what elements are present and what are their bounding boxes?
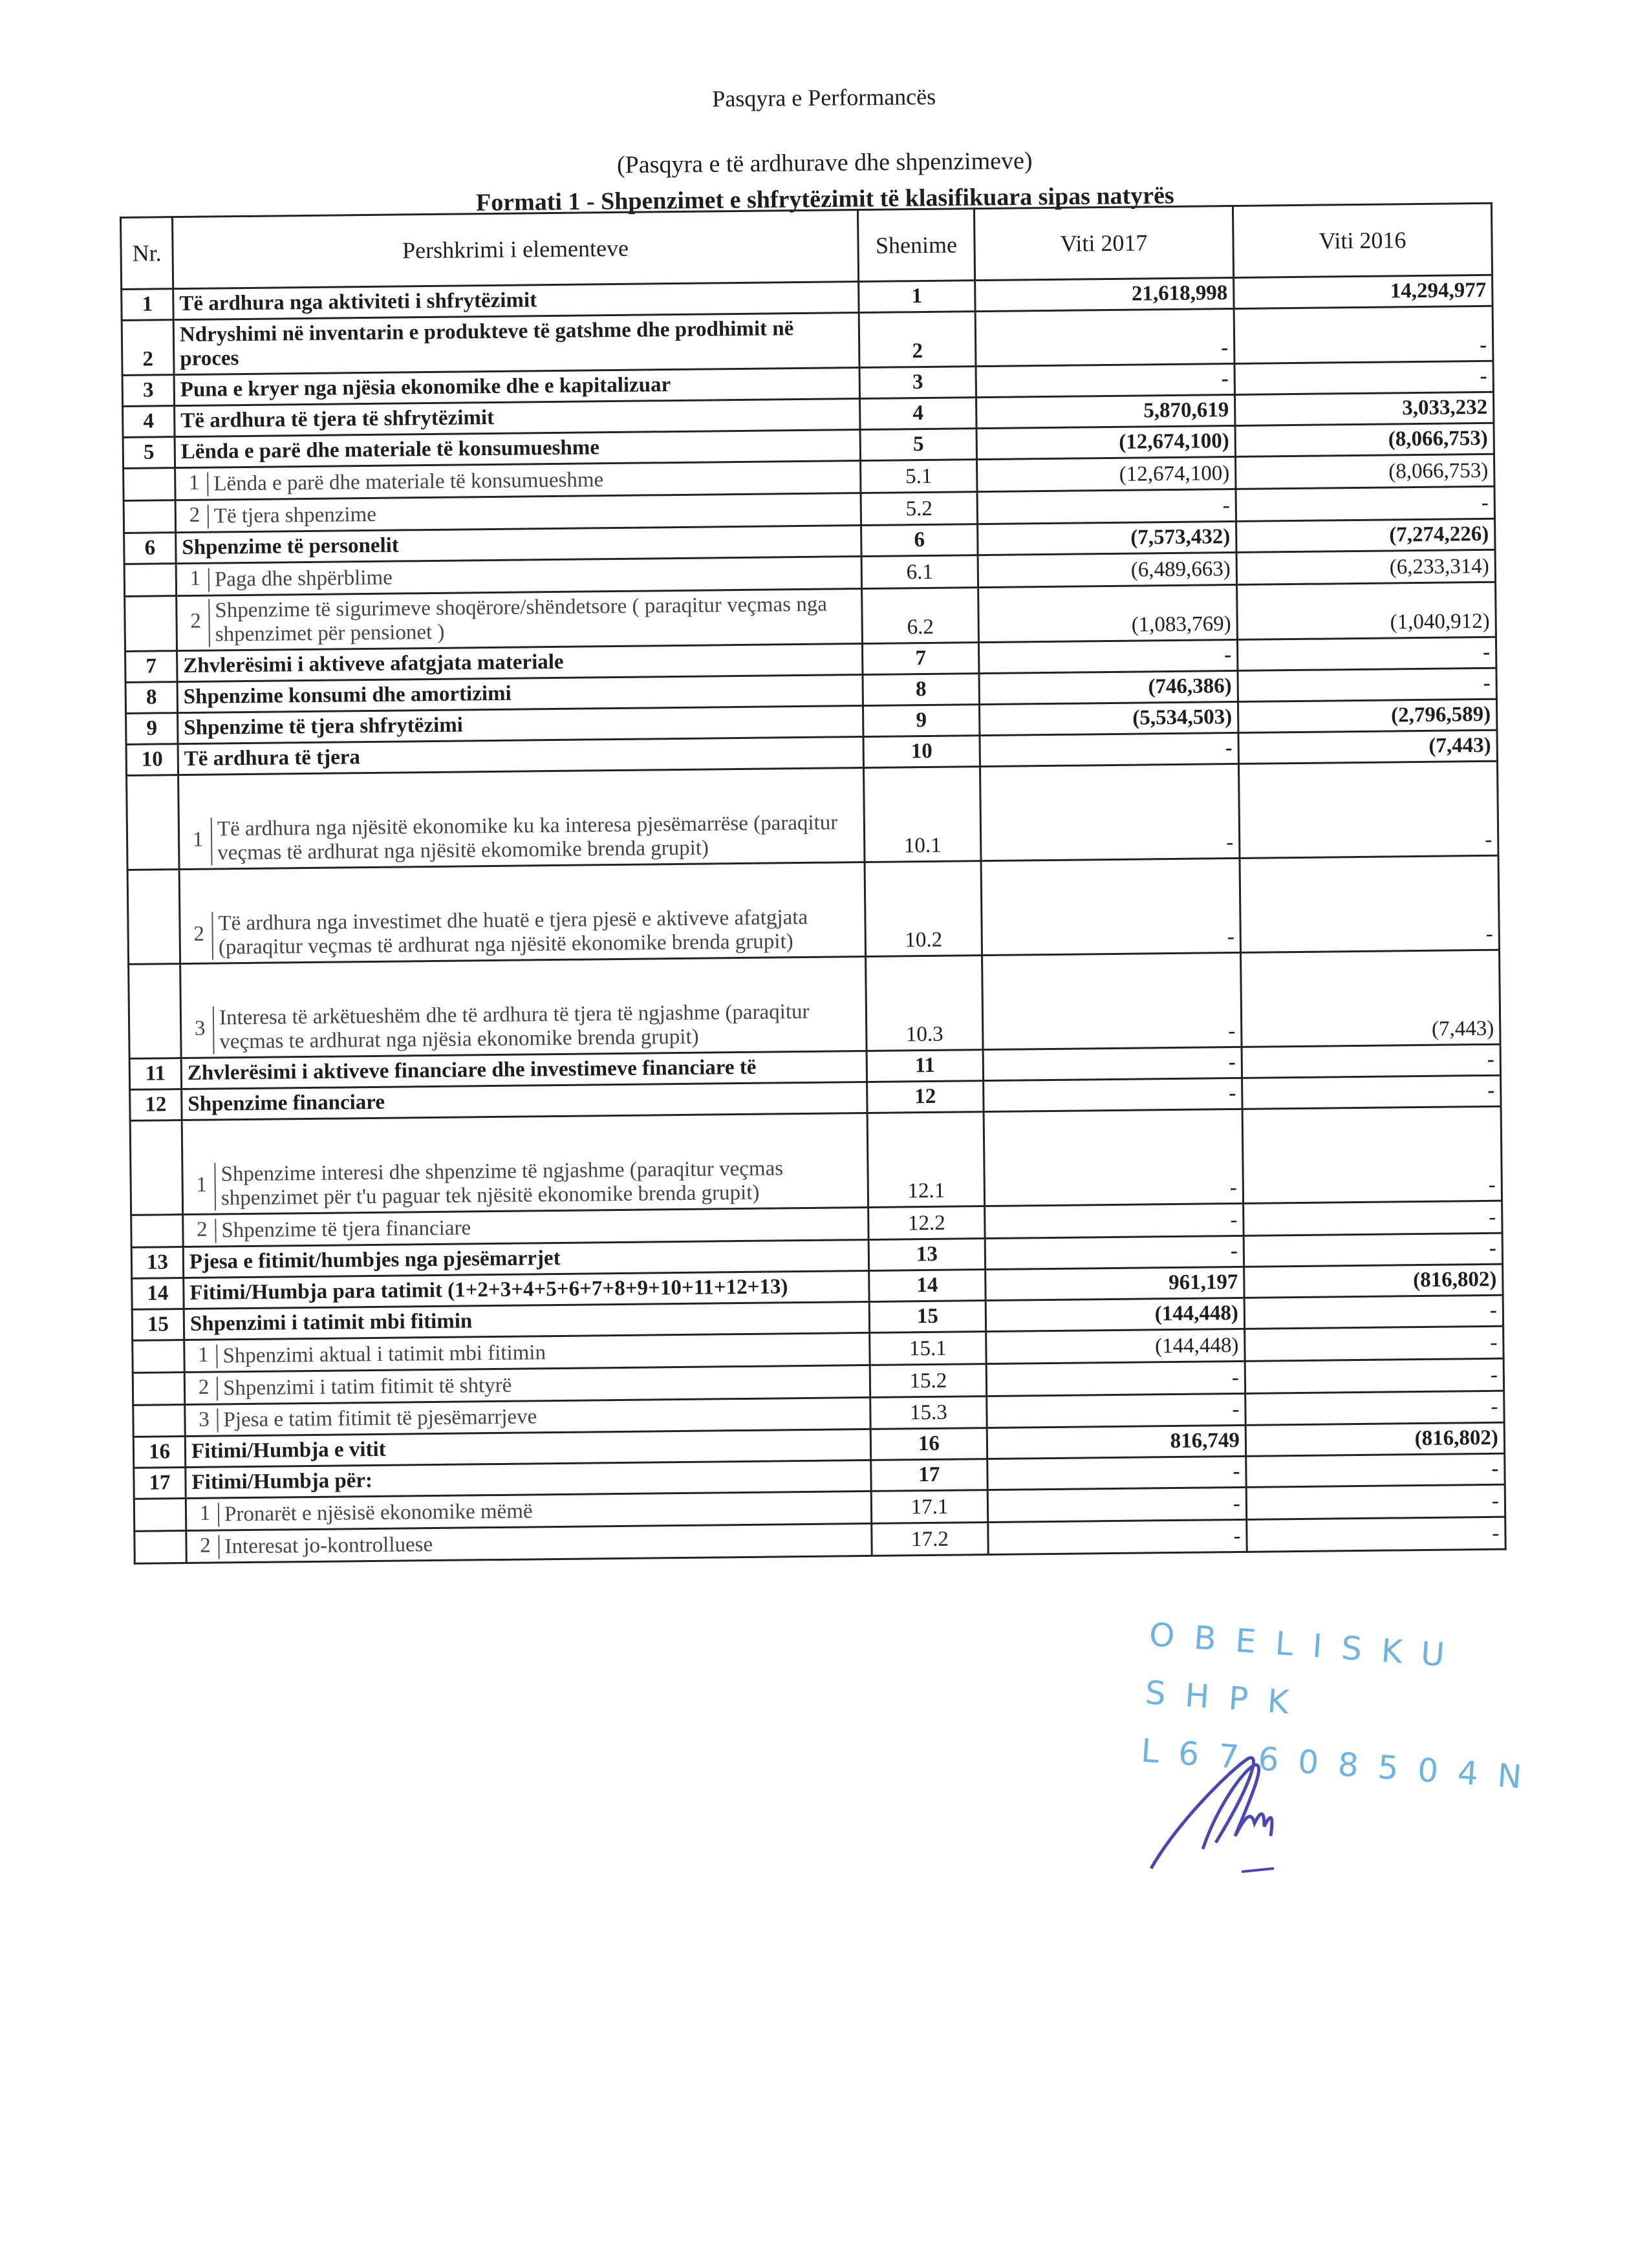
table-row — [130, 1106, 1502, 1215]
value-2017: - — [984, 1078, 1242, 1111]
row-note: 17.1 — [871, 1490, 988, 1524]
header-year-2017: Viti 2017 — [974, 206, 1233, 280]
value-2017: - — [982, 952, 1242, 1049]
value-2016: - — [1238, 761, 1498, 858]
value-2016: - — [1244, 1201, 1503, 1236]
sub-item-number: 2 — [196, 1217, 208, 1241]
row-description: Fitimi/Humbja për: — [186, 1460, 871, 1499]
row-note: 7 — [862, 642, 978, 674]
row-note: 15.2 — [870, 1364, 987, 1397]
value-2016: - — [1234, 306, 1493, 363]
sub-item-description: Interesa të arkëtueshëm dhe të ardhura të tjera të ngjashme (paraqitur veçmas te ardhurat nga njësia ekonomike brenda grupit) — [213, 1000, 854, 1054]
value-2017: (7,573,432) — [978, 521, 1236, 555]
value-2017: - — [977, 489, 1236, 524]
row-note: 5.2 — [861, 492, 978, 526]
row-description: Shpenzime të personelit — [176, 525, 861, 563]
sub-item-description: Shpenzime të sigurimeve shoqërore/shëndetsore ( paraqitur veçmas nga shpenzimet për pensionet ) — [208, 592, 850, 647]
row-number: 13 — [131, 1246, 183, 1278]
row-number: 11 — [129, 1058, 181, 1089]
row-note: 5.1 — [861, 460, 978, 493]
row-description: Shpenzime të tjera shfrytëzimi — [178, 705, 863, 744]
sub-item-description: Pjesa e tatim fitimit të pjesëmarrjeve — [217, 1402, 857, 1433]
row-number — [129, 963, 182, 1058]
row-note: 10.2 — [865, 861, 982, 956]
value-2017: (6,489,663) — [978, 552, 1237, 587]
sub-item-description: Shpenzime të tjera financiare — [215, 1212, 856, 1243]
value-2016: 3,033,232 — [1234, 392, 1493, 425]
value-2017: - — [985, 1203, 1244, 1238]
row-description: Fitimi/Humbja para tatimit (1+2+3+4+5+6+7+8+9+10+11+12+13) — [184, 1270, 869, 1309]
header-year-2016: Viti 2016 — [1233, 203, 1492, 277]
sub-item-description: Të ardhura nga investimet dhe huatë e tjera pjesë e aktiveve afatgjata (paraqitur veçmas të ardhurat nga njësitë ekonomike brenda grupit) — [211, 905, 853, 959]
sub-item-number: 1 — [188, 471, 200, 495]
value-2016: - — [1245, 1326, 1504, 1361]
sub-item-description: Të tjera shpenzime — [208, 498, 848, 528]
row-number: 1 — [122, 289, 173, 321]
value-2016: - — [1234, 361, 1493, 394]
row-note: 13 — [868, 1238, 985, 1270]
row-note: 10.3 — [866, 955, 984, 1051]
row-number — [124, 563, 177, 596]
row-number — [127, 775, 180, 870]
document-subtitle: (Pasqyra e të ardhurave dhe shpenzimeve) — [616, 147, 1033, 179]
row-note: 10.1 — [863, 766, 981, 862]
row-number: 5 — [123, 437, 175, 469]
row-note: 6 — [861, 524, 978, 556]
document-title: Pasqyra e Performancës — [712, 83, 936, 112]
row-description: Pjesa e fitimit/humbjes nga pjesëmarrjet — [183, 1239, 868, 1278]
sub-item-description: Shpenzime interesi dhe shpenzime të ngjashme (paraqitur veçmas shpenzimet për t'u paguar tek njësitë ekonomike brenda grupit) — [214, 1156, 856, 1210]
row-number — [124, 500, 176, 533]
row-description: Zhvlerësimi i aktiveve afatgjata materiale — [177, 643, 863, 681]
row-number — [127, 869, 180, 964]
value-2016: - — [1246, 1454, 1505, 1488]
row-number: 6 — [124, 532, 176, 564]
value-2016: - — [1238, 668, 1496, 701]
sub-item-number: 1 — [199, 1502, 211, 1526]
row-note: 10 — [863, 735, 980, 767]
header-notes: Shenime — [857, 209, 975, 282]
row-number: 15 — [132, 1309, 184, 1340]
row-description — [177, 588, 863, 650]
value-2017: - — [976, 363, 1234, 397]
row-description — [180, 956, 867, 1058]
value-2016: - — [1242, 1106, 1502, 1203]
row-number: 2 — [122, 320, 174, 376]
signature — [1138, 1746, 1306, 1875]
row-note: 1 — [859, 281, 975, 313]
sub-item-description: Të ardhura nga njësitë ekonomike ku ka interesa pjesëmarrëse (paraqitur veçmas të ardhurat nga njësitë ekomomike brenda grupit) — [211, 811, 852, 865]
sub-item-number: 2 — [200, 1534, 211, 1558]
row-note: 2 — [859, 312, 976, 368]
value-2017: - — [987, 1457, 1246, 1490]
value-2016: (2,796,589) — [1238, 699, 1496, 733]
row-description: Shpenzime financiare — [182, 1082, 867, 1120]
sub-item-description: Paga dhe shpërblime — [208, 561, 849, 592]
row-description: Të ardhura të tjera të shfrytëzimit — [175, 399, 860, 437]
sub-item-number: 2 — [189, 503, 200, 527]
value-2016: - — [1245, 1358, 1504, 1393]
row-note: 11 — [867, 1049, 983, 1082]
row-note: 3 — [859, 367, 976, 399]
value-2017: - — [988, 1520, 1247, 1555]
sub-item-number: 3 — [194, 1017, 206, 1041]
value-2017: - — [980, 733, 1238, 766]
row-description — [178, 767, 865, 869]
row-number: 7 — [125, 650, 177, 682]
row-description: Puna e kryer nga njësia ekonomike dhe e kapitalizuar — [174, 368, 859, 406]
value-2017: 21,618,998 — [975, 277, 1234, 311]
row-note: 16 — [870, 1428, 987, 1460]
table-row — [127, 855, 1499, 964]
sub-item-number: 1 — [196, 1173, 208, 1197]
row-number: 8 — [125, 681, 177, 713]
row-number: 9 — [126, 712, 178, 744]
stamp-id-number: L67608504N — [1139, 1731, 1542, 1797]
table-row — [129, 950, 1500, 1058]
row-number — [125, 595, 177, 651]
sub-item-description: Lënda e parë dhe materiale të konsumueshme — [207, 465, 848, 496]
row-description — [179, 862, 865, 963]
row-note: 8 — [863, 673, 979, 705]
row-number: 3 — [122, 375, 174, 407]
value-2017: - — [984, 1109, 1244, 1206]
value-2016: - — [1242, 1075, 1501, 1109]
row-note: 5 — [860, 429, 976, 461]
row-description: Shpenzime konsumi dhe amortizimi — [177, 674, 863, 712]
value-2016: - — [1244, 1233, 1502, 1267]
row-note: 6.2 — [862, 587, 979, 643]
value-2016: (7,443) — [1238, 730, 1497, 764]
row-note: 4 — [860, 398, 976, 430]
sub-item-number: 3 — [199, 1407, 210, 1431]
row-number — [124, 468, 176, 501]
value-2017: - — [986, 1361, 1245, 1396]
value-2016: (7,443) — [1241, 950, 1501, 1047]
value-2016: - — [1240, 855, 1500, 952]
value-2016: (6,233,314) — [1236, 550, 1496, 584]
value-2017: (12,674,100) — [977, 456, 1236, 491]
header-nr: Nr. — [121, 217, 173, 290]
row-note: 12 — [867, 1080, 984, 1113]
value-2017: - — [987, 1488, 1247, 1523]
row-description — [182, 1113, 868, 1214]
row-note: 15.1 — [870, 1331, 987, 1365]
row-note: 12.1 — [867, 1111, 985, 1207]
value-2016: - — [1244, 1295, 1503, 1329]
sub-item-description: Interesat jo-kontrolluese — [218, 1528, 859, 1559]
sub-item-number: 2 — [198, 1375, 210, 1399]
value-2017: - — [978, 639, 1237, 673]
value-2016: - — [1242, 1044, 1500, 1078]
value-2016: (7,274,226) — [1236, 519, 1495, 552]
row-description: Ndryshimi në inventarin e produkteve të gatshme dhe prodhimit në proces — [173, 313, 859, 375]
row-number — [130, 1120, 183, 1215]
value-2017: (12,674,100) — [976, 425, 1235, 459]
row-note: 12.2 — [868, 1206, 986, 1239]
row-note: 14 — [869, 1269, 986, 1301]
value-2017: (144,448) — [986, 1298, 1244, 1331]
row-description: Të ardhura nga aktiviteti i shfrytëzimit — [173, 282, 859, 320]
row-note: 15.3 — [870, 1396, 987, 1429]
stamp-company-name: OBELISKU SHPK — [1143, 1616, 1465, 1723]
table-row — [127, 761, 1498, 870]
row-number: 10 — [126, 744, 178, 775]
value-2017: - — [981, 858, 1241, 955]
value-2017: (5,534,503) — [979, 701, 1238, 735]
document-titles — [0, 69, 1649, 222]
row-description: Lënda e parë dhe materiale të konsumueshme — [175, 430, 860, 468]
performance-table — [120, 202, 1505, 1565]
sub-item-number: 2 — [190, 610, 202, 634]
value-2016: 14,294,977 — [1234, 275, 1493, 308]
value-2016: - — [1237, 637, 1496, 670]
value-2016: (816,802) — [1245, 1423, 1504, 1457]
value-2017: (144,448) — [986, 1329, 1245, 1364]
sub-item-number: 2 — [193, 923, 205, 947]
sub-item-number: 1 — [198, 1343, 209, 1367]
value-2017: - — [983, 1047, 1242, 1080]
value-2017: 5,870,619 — [976, 394, 1235, 428]
value-2016: (1,040,912) — [1237, 582, 1496, 639]
row-description: Shpenzimi i tatimit mbi fitimin — [184, 1301, 869, 1340]
row-description: Të ardhura të tjera — [178, 736, 863, 775]
value-2017: - — [985, 1236, 1244, 1269]
value-2016: (8,066,753) — [1235, 454, 1494, 489]
row-note: 17.2 — [872, 1523, 989, 1556]
value-2017: - — [975, 308, 1234, 366]
value-2017: 816,749 — [987, 1426, 1245, 1459]
table-header — [121, 203, 1493, 289]
value-2016: - — [1247, 1517, 1506, 1552]
row-number — [131, 1214, 184, 1247]
header-description: Pershkrimi i elementeve — [173, 210, 859, 289]
row-number: 14 — [132, 1278, 184, 1309]
value-2017: (746,386) — [979, 670, 1238, 704]
value-2016: - — [1236, 486, 1495, 521]
row-number: 12 — [130, 1089, 182, 1120]
row-number — [134, 1499, 186, 1532]
sub-item-description: Shpenzimi aktual i tatimit mbi fitimin — [216, 1338, 857, 1368]
row-number — [133, 1372, 185, 1405]
value-2017: - — [980, 764, 1240, 861]
value-2016: (816,802) — [1244, 1264, 1503, 1298]
value-2016: - — [1245, 1391, 1505, 1426]
value-2017: 961,197 — [986, 1267, 1244, 1300]
value-2017: (1,083,769) — [978, 584, 1238, 642]
row-number — [133, 1340, 185, 1373]
row-number — [133, 1404, 186, 1437]
value-2017: - — [987, 1393, 1246, 1428]
value-2016: - — [1246, 1485, 1505, 1520]
row-number — [135, 1531, 187, 1564]
document-format: Formati 1 - Shpenzimet e shfrytëzimit të klasifikuara sipas natyrës — [475, 182, 1174, 217]
row-note: 9 — [863, 704, 979, 736]
row-number: 16 — [133, 1437, 185, 1468]
row-note: 17 — [871, 1459, 987, 1492]
row-note: 6.1 — [861, 555, 978, 588]
row-number: 17 — [134, 1468, 186, 1499]
sub-item-description: Pronarët e njësisë ekonomike mëmë — [218, 1497, 859, 1527]
sub-item-number: 1 — [192, 828, 204, 852]
row-description — [186, 1524, 872, 1563]
sub-item-number: 1 — [189, 566, 201, 590]
value-2016: (8,066,753) — [1235, 423, 1494, 456]
row-description: Zhvlerësimi i aktiveve financiare dhe investimeve financiare të — [181, 1051, 867, 1089]
row-number: 4 — [123, 406, 175, 438]
row-note: 15 — [869, 1300, 986, 1332]
row-description: Fitimi/Humbja e vitit — [185, 1429, 870, 1468]
sub-item-description: Shpenzimi i tatim fitimit të shtyrë — [217, 1370, 857, 1400]
